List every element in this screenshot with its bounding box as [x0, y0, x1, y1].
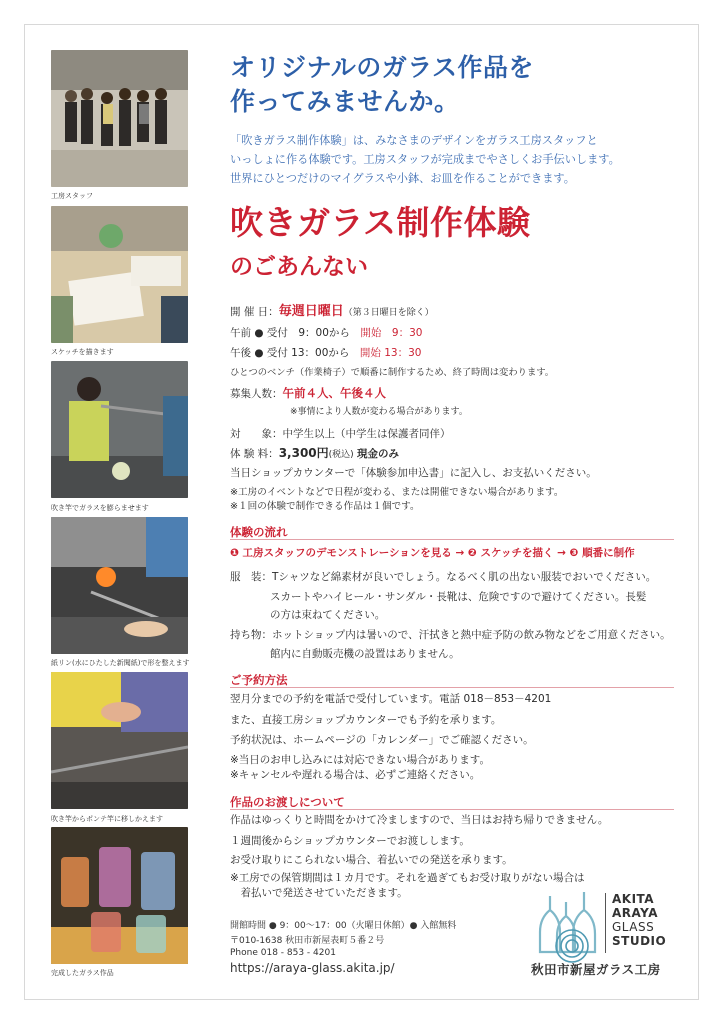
brand-name-jp: 秋田市新屋ガラス工房: [531, 962, 661, 977]
date-row: [230, 305, 434, 320]
apply-note: 当日ショップカウンターで「体験参加申込書」に記入し、お支払いください。: [230, 467, 597, 479]
photo-sketch: [51, 206, 188, 343]
intro-line: いっしょに作る体験です。工房スタッフが完成までやさしくお手伝いします。: [230, 153, 620, 166]
date-note: （第３日曜日を除く）: [343, 308, 434, 318]
phone: Phone 018 - 853 - 4201: [230, 948, 336, 958]
headline-line2: 作ってみませんか。: [230, 87, 460, 116]
target-row: 対 象：中学生以上（中学生は保護者同伴）: [230, 428, 451, 440]
page-subtitle: のごあんない: [230, 254, 368, 280]
brand-line: STUDIO: [612, 934, 667, 948]
delivery-heading: 作品のお渡しについて: [230, 795, 345, 809]
opening-hours: 開館時間 ● 9：00～17：00（火曜日休館）● 入館無料: [230, 921, 457, 931]
am-label: 午前 ● 受付 9：00から: [230, 327, 350, 339]
brand-line: GLASS: [612, 920, 655, 934]
note-1: ※工房のイベントなどで日程が変わる、または開催できない場合があります。: [230, 487, 564, 498]
clothes-line: の方は束ねてください。: [270, 609, 386, 621]
flow-heading: 体験の流れ: [230, 525, 288, 539]
reserve-line: 予約状況は、ホームページの「カレンダー」でご確認ください。: [230, 734, 534, 746]
headline-intro: [230, 131, 620, 188]
clothes-line: 服 装：Tシャツなど綿素材が良いでしょう。なるべく肌の出ない服装でおいでください。: [230, 571, 657, 583]
flow-steps: ❶ 工房スタッフのデモンストレーションを見る → ❷ スケッチを描く → ❸ 順番に制作: [230, 547, 635, 559]
capacity-value: 午前４人、午後４人: [282, 386, 386, 400]
date-value: 毎週日曜日: [278, 304, 344, 319]
bench-note: ひとつのベンチ（作業椅子）で順番に制作するため、終了時間は変わります。: [230, 367, 555, 378]
reserve-line: また、直接工房ショップカウンターでも予約を承ります。: [230, 714, 502, 726]
items-line: 館内に自動販売機の設置はありません。: [270, 648, 460, 660]
delivery-line: 着払いで発送させていただきます。: [230, 887, 408, 899]
photo-finished-glass: [51, 827, 188, 964]
brand-line: ARAYA: [612, 906, 658, 920]
photo-caption: スケッチを描きます: [51, 348, 114, 356]
clothes-line: スカートやハイヒール・サンダル・長靴は、危険ですので避けてください。長髪: [270, 591, 647, 603]
photo-blowing: [51, 361, 188, 498]
date-label: 開 催 日：: [230, 306, 279, 318]
photo-shaping: [51, 517, 188, 654]
capacity-label: 募集人数：: [230, 388, 283, 400]
intro-line: 「吹きガラス制作体験」は、みなさまのデザインをガラス工房スタッフと: [230, 134, 598, 147]
section-divider: [230, 809, 674, 810]
brand-line: AKITA: [612, 892, 655, 906]
fee-label: 体 験 料：: [230, 448, 279, 460]
photo-caption: 吹き竿からポンテ竿に移しかえます: [51, 815, 163, 823]
delivery-line: １週間後からショップカウンターでお渡しします。: [230, 835, 470, 847]
photo-caption: 吹き竿でガラスを膨らませます: [51, 504, 149, 512]
website-link[interactable]: https://araya-glass.akita.jp/: [230, 961, 395, 975]
delivery-line: お受け取りにこられない場合、着払いでの発送を承ります。: [230, 854, 513, 866]
fee-tax: (税込): [328, 450, 354, 460]
reserve-line: ※当日のお申し込みには対応できない場合があります。: [230, 754, 490, 766]
fee-row: [230, 446, 399, 462]
am-start: 開始 9：30: [360, 327, 423, 339]
brand-logotype: [612, 892, 666, 948]
reserve-line: ※キャンセルや遅れる場合は、必ずご連絡ください。: [230, 769, 481, 781]
logo-divider: [605, 893, 606, 953]
photo-caption: 完成したガラス作品: [51, 969, 114, 977]
pm-label: 午後 ● 受付 13：00から: [230, 347, 350, 359]
section-divider: [230, 687, 674, 688]
capacity-note: ※事情により人数が変わる場合があります。: [290, 407, 468, 417]
address: 〒010-1638 秋田市新屋表町５番２号: [230, 936, 385, 946]
items-line: 持ち物：ホットショップ内は暑いので、汗拭きと熱中症予防の飲み物などをご用意ください。: [230, 629, 671, 641]
photo-caption: 工房スタッフ: [51, 192, 93, 200]
reserve-line: 翌月分までの予約を電話で受付しています。電話 018－853－4201: [230, 693, 552, 705]
pm-row: [230, 346, 421, 360]
capacity-row: [230, 386, 386, 401]
headline-line1: オリジナルのガラス作品を: [230, 53, 535, 82]
photo-staff: [51, 50, 188, 187]
reserve-heading: ご予約方法: [230, 673, 288, 687]
headline: [230, 51, 534, 119]
section-divider: [230, 539, 674, 540]
fee-value: 3,300円: [278, 446, 329, 460]
fee-cash: 現金のみ: [357, 448, 400, 460]
photo-caption: 紙リン(水にひたした新聞紙)で形を整えます: [51, 659, 190, 667]
page-title: 吹きガラス制作体験: [230, 203, 531, 242]
note-2: ※１回の体験で制作できる作品は１個です。: [230, 501, 420, 512]
intro-line: 世界にひとつだけのマイグラスや小鉢、お皿を作ることができます。: [230, 172, 575, 185]
delivery-line: 作品はゆっくりと時間をかけて冷ましますので、当日はお持ち帰りできません。: [230, 814, 609, 826]
am-row: [230, 326, 422, 340]
pm-start: 開始 13：30: [359, 347, 422, 359]
delivery-line: ※工房での保管期間は１カ月です。それを過ぎてもお受け取りがない場合は: [230, 872, 585, 884]
photo-transfer: [51, 672, 188, 809]
